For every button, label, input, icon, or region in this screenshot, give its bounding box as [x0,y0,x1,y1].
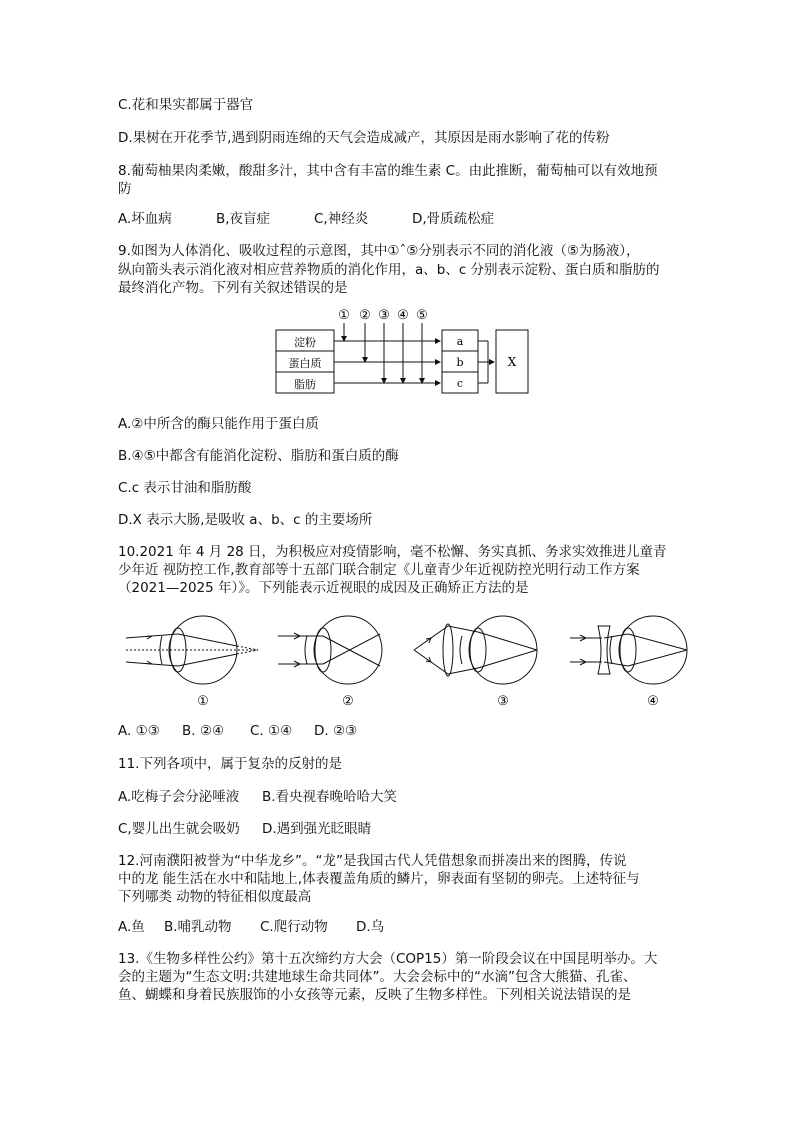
q13-stem-line2: 会的主题为“生态文明:共建地球生命共同体”。大会会标中的“水滴”包含大熊猫、孔雀、 [118,969,637,985]
q10-stem-line3: （2021—2025 年）》。下列能表示近视眼的成因及正确矫正方法的是 [118,580,529,596]
q11-stem: 11.下列各项中，属于复杂的反射的是 [118,756,342,772]
eye-diagrams [118,612,698,712]
q9-option-c: C.c 表示甘油和脂肪酸 [118,480,252,496]
eye-diagram-2 [278,616,382,709]
q8-options [118,210,494,228]
eye-label-4: ④ [647,694,659,709]
q12-stem-line2: 中的龙 能生活在水中和陆地上,体表覆盖角质的鳞片，卵表面有坚韧的卵壳。上述特征与 [118,871,640,887]
q11-option-c: C,婴儿出生就会吸奶 [118,821,240,837]
q11-option-a: A.吃梅子会分泌唾液 [118,789,240,805]
q10-stem-line1: 10.2021 年 4 月 28 日，为积极应对疫情影响，毫不松懈、务实真抓、务求实效推进儿童青 [118,544,667,560]
nutrient-fat: 脂肪 [294,378,316,391]
q10-option-d: D. ②③ [314,723,358,739]
q9-option-d: D.X 表示大肠,是吸收 a、b、c 的主要场所 [118,512,373,528]
q10-stem-line2: 少年近 视防控工作,教育部等十五部门联合制定《儿童青少年近视防控光明行动工作方案 [118,562,640,578]
q12-option-b: B.哺乳动物 [164,919,232,935]
juice-label-3: ③ [378,308,390,323]
q8-option-b: B,夜盲症 [216,211,271,227]
q12-options [118,918,384,936]
q12-stem-line3: 下列哪类 动物的特征相似度最高 [118,889,312,905]
q13-stem-line3: 鱼、蝴蝶和身着民族服饰的小女孩等元素，反映了生物多样性。下列相关说法错误的是 [118,987,631,1003]
eye-diagram-4 [570,616,687,709]
q11-option-b: B.看央视春晚哈哈大笑 [262,789,398,805]
q9-stem-line2: 纵向箭头表示消化液对相应营养物质的消化作用，a、b、c 分别表示淀粉、蛋白质和脂肪的 [118,262,660,278]
eye-diagram-1 [126,616,258,709]
q10-option-a: A. ①③ [118,723,160,739]
juice-label-4: ④ [397,308,409,323]
q9-stem-line3: 最终消化产物。下列有关叙述错误的是 [118,280,348,296]
product-a: a [456,335,464,348]
q8-stem-line2: 防 [118,181,132,197]
q10-options [118,722,357,740]
organ-x-label: X [507,355,517,369]
juice-label-2: ② [359,308,371,323]
digestion-diagram [270,306,530,398]
nutrient-starch: 淀粉 [294,336,316,349]
q10-option-c: C. ①④ [250,723,293,739]
q11-options-row2 [118,820,371,838]
q8-stem-line1: 8.葡萄柚果肉柔嫩，酸甜多汁，其中含有丰富的维生素 C。由此推断，葡萄柚可以有效地预 [118,163,658,179]
eye-label-2: ② [342,694,354,709]
q13-stem-line1: 13.《生物多样性公约》第十五次缔约方大会（COP15）第一阶段会议在中国昆明举办。大 [118,951,658,967]
q9-stem-line1: 9.如图为人体消化、吸收过程的示意图，其中①ˆ⑤分别表示不同的消化液（⑤为肠液）， [118,243,640,259]
q9-option-b: B.④⑤中都含有能消化淀粉、脂肪和蛋白质的酶 [118,448,399,464]
q12-option-d: D.乌 [356,919,385,935]
juice-label-5: ⑤ [416,308,428,323]
eye-diagram-3 [414,616,537,709]
nutrient-protein: 蛋白质 [288,357,322,370]
q11-option-d: D.遇到强光眨眼睛 [262,821,372,837]
q7-option-c: C.花和果实都属于器官 [118,97,254,113]
q8-option-a: A.坏血病 [118,211,172,227]
eye-label-3: ③ [497,694,509,709]
product-c: c [456,377,464,390]
q12-option-a: A.鱼 [118,919,145,935]
q9-option-a: A.②中所含的酶只能作用于蛋白质 [118,416,319,432]
q12-stem-line1: 12.河南濮阳被誉为“中华龙乡”。“龙”是我国古代人凭借想象而拼凑出来的图腾，传说 [118,853,627,869]
concave-lens [598,626,610,674]
q8-option-d: D,骨质疏松症 [412,211,495,227]
q12-option-c: C.爬行动物 [260,919,328,935]
q11-options-row1 [118,788,397,806]
eye-label-1: ① [197,694,209,709]
juice-label-1: ① [338,308,350,323]
product-b: b [456,356,464,369]
convex-lens [443,624,453,676]
q10-option-b: B. ②④ [182,723,225,739]
q7-option-d: D.果树在开花季节,遇到阴雨连绵的天气会造成减产，其原因是雨水影响了花的传粉 [118,130,610,146]
q8-option-c: C,神经炎 [314,211,369,227]
